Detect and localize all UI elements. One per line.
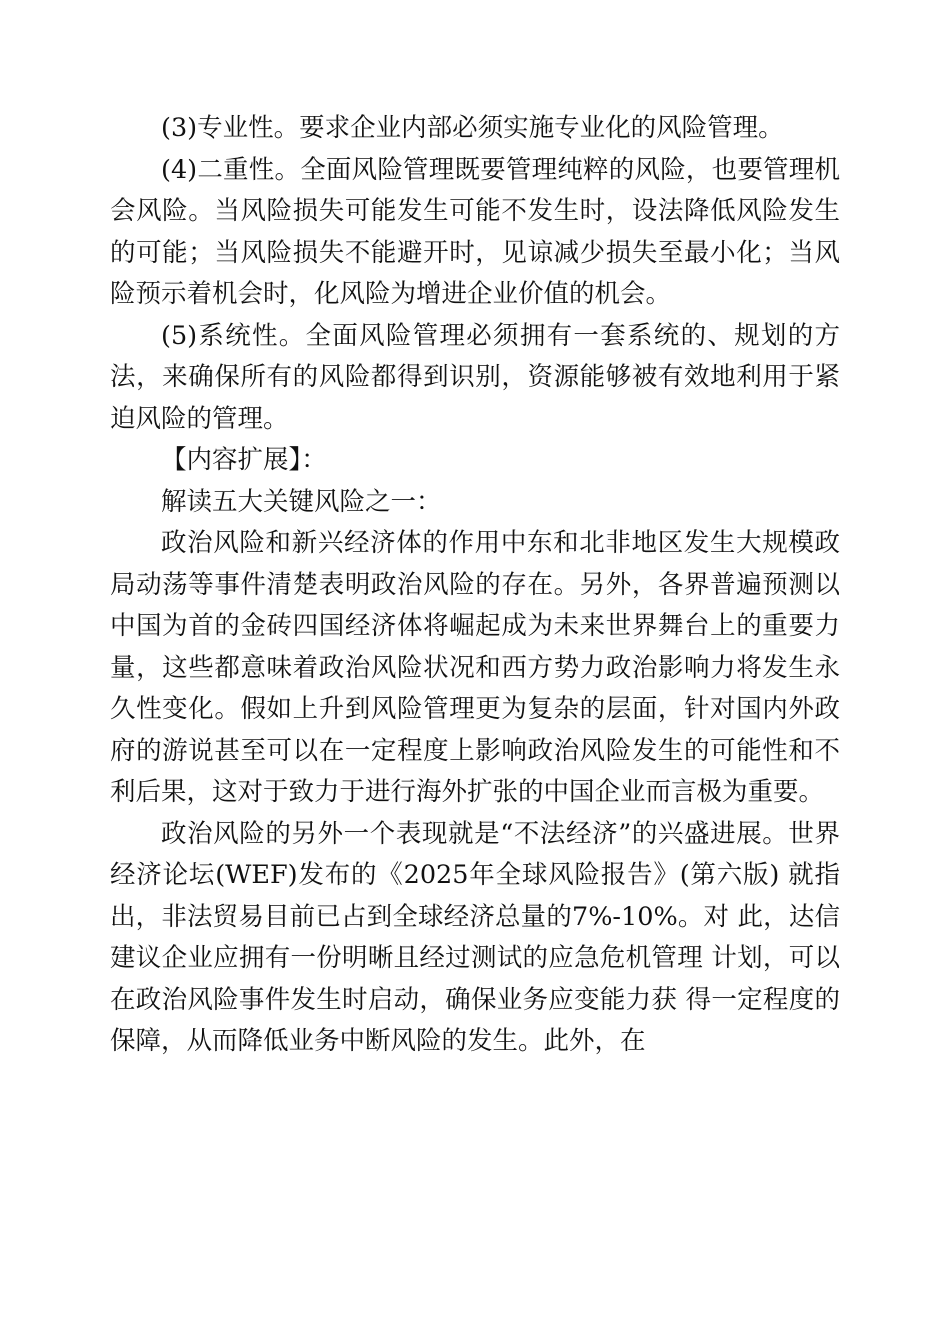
document-body (110, 108, 840, 1063)
paragraph-systematic: (5)系统性。全面风险管理必须拥有一套系统的、规划的方法，来确保所有的风险都得到识别，资源能够被有效地利用于紧迫风险的管理。 (110, 320, 840, 434)
paragraph-political-risk: 政治风险和新兴经济体的作用中东和北非地区发生大规模政局动荡等事件清楚表明政治风险的存在。另外，各界普遍预测以中国为首的金砖四国经济体将崛起成为未来世界舞台上的重要力量，这些都意味着政治风险状况和西方势力政治影响力将发生永久性变化。假如上升到风险管理更为复杂的层面，针对国内外政府的游说甚至可以在一定程度上影响政治风险发生的可能性和不利后果，这对于致力于进行海外扩张的中国企业而言极为重要。 (110, 528, 840, 807)
subheading-key-risk-one: 解读五大关键风险之一： (161, 486, 442, 517)
section-heading-content-expansion: 【内容扩展】： (161, 445, 327, 475)
paragraph-professionalism: (3)专业性。要求企业内部必须实施专业化的风险管理。 (161, 113, 784, 143)
paragraph-duality: (4)二重性。全面风险管理既要管理纯粹的风险，也要管理机会风险。当风险损失可能发生可能不发生时，设法降低风险发生的可能；当风险损失不能避开时，见谅减少损失至最小化；当风险预示着机会时，化风险为增进企业价值的机会。 (110, 154, 840, 309)
paragraph-illicit-economy: 政治风险的另外一个表现就是“不法经济”的兴盛进展。世界经济论坛(WEF)发布的《2025年全球风险报告》(第六版) 就指出，非法贸易目前已占到全球经济总量的7%-10%。对 此，达信建议企业应拥有一份明晰且经过测试的应急危机管理 计划，可以在政治风险事件发生时启动，确保业务应变能力获 得一定程度的保障，从而降低业务中断风险的发生。此外，在 (110, 818, 840, 1056)
